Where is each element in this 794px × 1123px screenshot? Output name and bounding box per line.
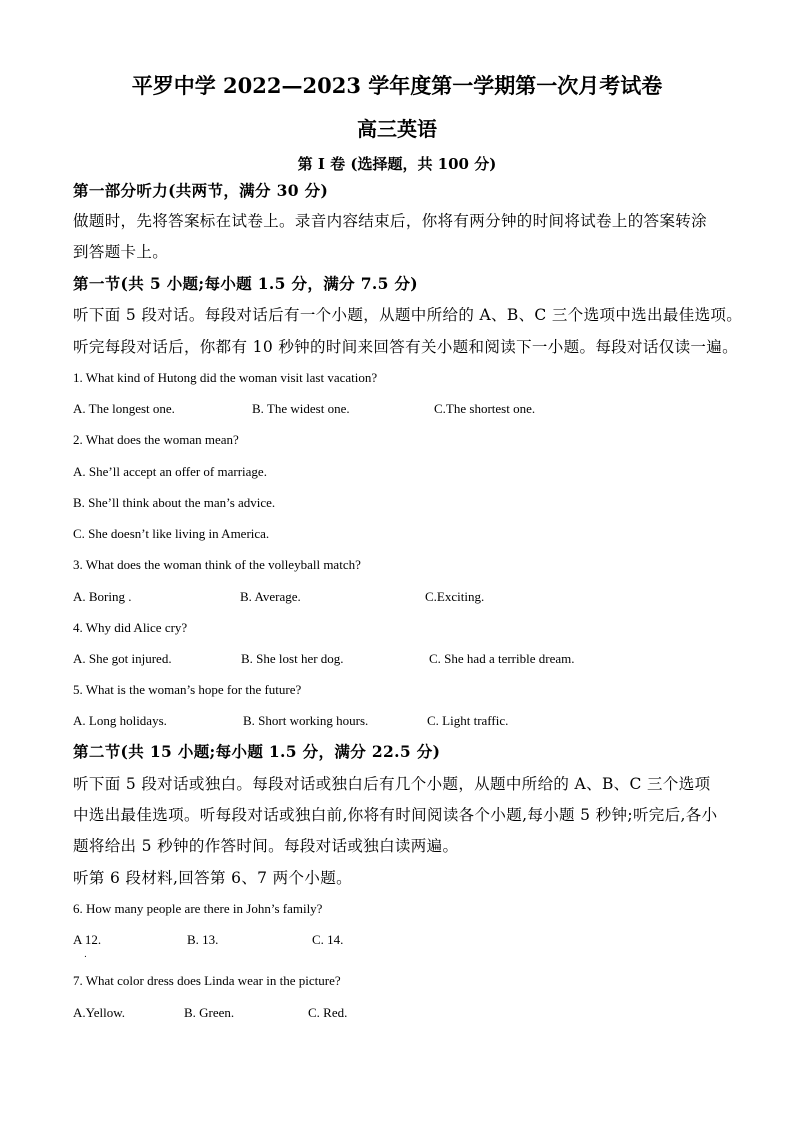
option-a: A. Long holidays.: [73, 713, 167, 728]
option-b: B. She lost her dog.: [241, 651, 344, 666]
option-a: A.Yellow.: [73, 1005, 126, 1020]
option-b: B. Short working hours.: [243, 713, 369, 728]
question-6-options: [73, 930, 673, 950]
option-b: B. Green.: [184, 1005, 235, 1020]
section1-heading: 第一节(共 5 小题;每小题 1.5 分，满分 7.5 分): [73, 274, 418, 293]
option-a: A. She got injured.: [73, 651, 172, 666]
volume-heading: 第 I 卷 (选择题，共 100 分): [297, 155, 497, 173]
stray-dot: .: [84, 950, 87, 960]
option-c: C.Exciting.: [425, 589, 485, 604]
question-7-options: [73, 1003, 673, 1023]
section2-instruction-line: 中选出最佳选项。听每段对话或独白前,你将有时间阅读各个小题,每小题 5 秒钟;听完后,各小: [73, 806, 718, 824]
question-5-options: [73, 711, 673, 731]
question-1-options: [73, 399, 673, 419]
option-c: C. 14.: [312, 932, 344, 947]
material-instruction: 听第 6 段材料,回答第 6、7 两个小题。: [73, 869, 352, 887]
option-b: B. 13.: [187, 932, 219, 947]
section1-instruction-line: 听下面 5 段对话。每段对话后有一个小题，从题中所给的 A、B、C 三个选项中选出最佳选项。: [73, 306, 743, 324]
section2-heading: 第二节(共 15 小题;每小题 1.5 分，满分 22.5 分): [73, 742, 441, 761]
part1-heading: 第一部分听力(共两节，满分 30 分): [73, 181, 329, 200]
option-b: B. The widest one.: [252, 401, 350, 416]
option-c: C. She had a terrible dream.: [429, 651, 575, 666]
question-7: 7. What color dress does Linda wear in the picture?: [73, 973, 341, 988]
exam-subtitle: 高三英语: [357, 117, 437, 141]
option-a: A. The longest one.: [73, 401, 175, 416]
option-c: C. Light traffic.: [427, 713, 509, 728]
option-b: B. Average.: [240, 589, 301, 604]
question-3-options: [73, 587, 673, 607]
question-3: 3. What does the woman think of the volleyball match?: [73, 557, 361, 572]
option-c: C.The shortest one.: [434, 401, 536, 416]
question-2: 2. What does the woman mean?: [73, 432, 239, 447]
option-c: C. She doesn’t like living in America.: [73, 526, 270, 541]
option-c: C. Red.: [308, 1005, 348, 1020]
exam-title: 平罗中学 2022—2023 学年度第一学期第一次月考试卷: [131, 73, 663, 98]
part1-instruction-line: 到答题卡上。: [73, 243, 169, 261]
question-4: 4. Why did Alice cry?: [73, 620, 188, 635]
option-a: A. She’ll accept an offer of marriage.: [73, 464, 267, 479]
section2-instruction-line: 听下面 5 段对话或独白。每段对话或独白后有几个小题，从题中所给的 A、B、C 三个选项: [73, 775, 711, 793]
section1-instruction-line: 听完每段对话后，你都有 10 秒钟的时间来回答有关小题和阅读下一小题。每段对话仅读一遍。: [73, 338, 738, 356]
option-a: A. Boring .: [73, 589, 132, 604]
question-6: 6. How many people are there in John’s family?: [73, 901, 323, 916]
option-b: B. She’ll think about the man’s advice.: [73, 495, 276, 510]
question-1: 1. What kind of Hutong did the woman visit last vacation?: [73, 370, 378, 385]
part1-instruction-line: 做题时，先将答案标在试卷上。录音内容结束后，你将有两分钟的时间将试卷上的答案转涂: [73, 212, 708, 230]
option-a: A 12.: [73, 932, 102, 947]
section2-instruction-line: 题将给出 5 秒钟的作答时间。每段对话或独白读两遍。: [73, 837, 459, 855]
question-5: 5. What is the woman’s hope for the future?: [73, 682, 302, 697]
question-4-options: [73, 649, 673, 669]
